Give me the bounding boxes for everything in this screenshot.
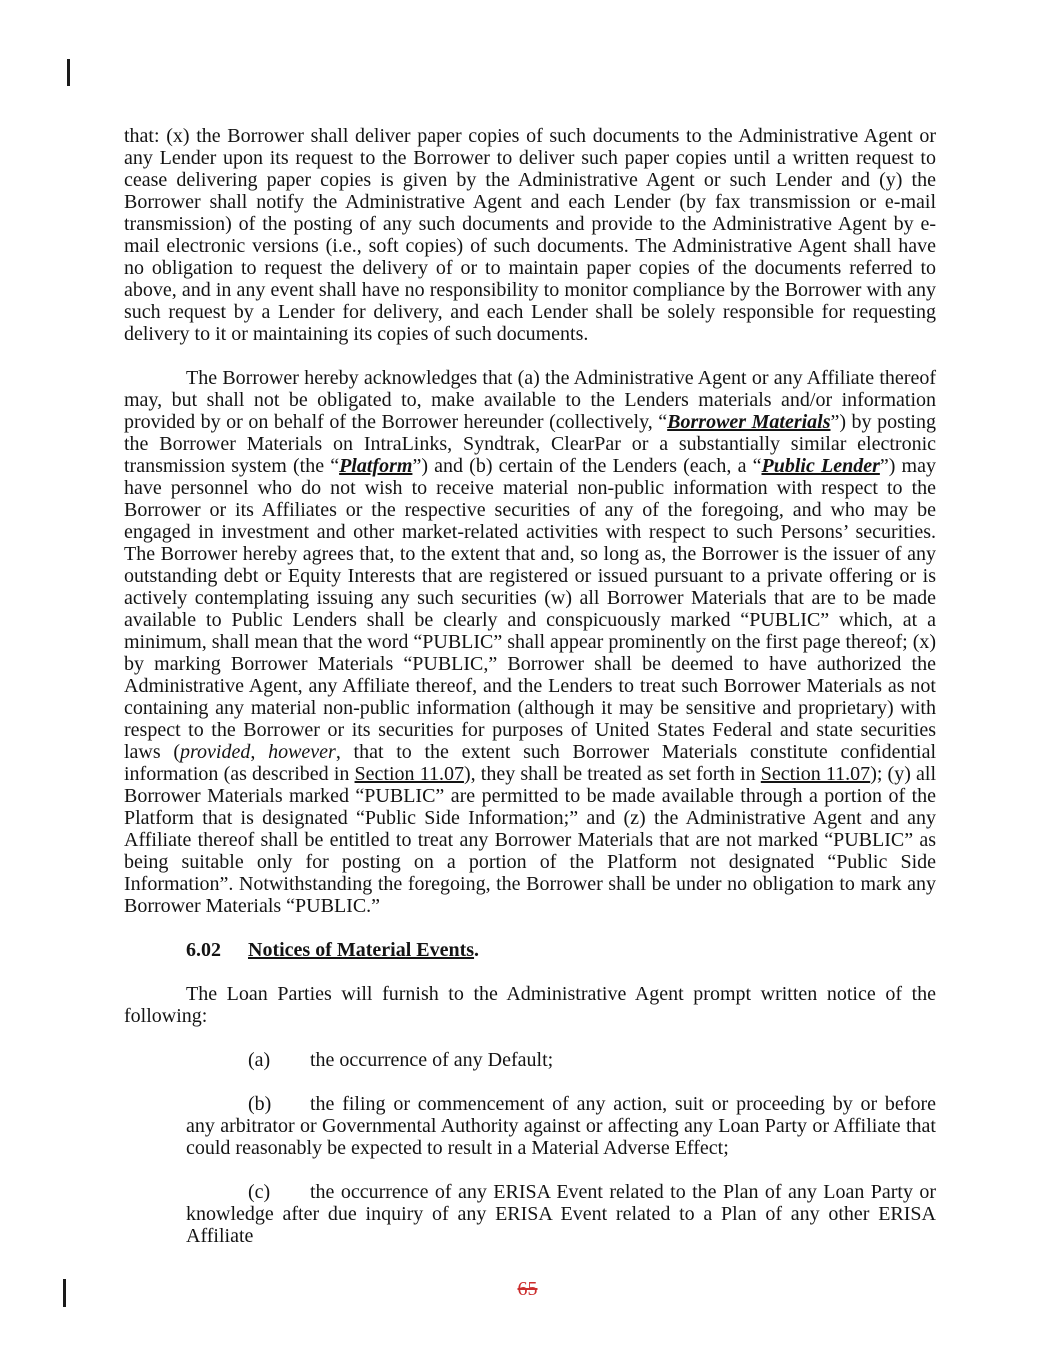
section-1107-reference: Section 11.07 [760, 763, 871, 785]
page-footer [0, 1278, 1055, 1300]
page-number: 65 [517, 1278, 538, 1300]
text-run: ), they shall be treated as set forth in [463, 763, 761, 785]
section-1107-reference: Section 11.07 [354, 763, 464, 785]
list-item-c [186, 1181, 936, 1247]
defined-term-platform: Platform [339, 455, 413, 477]
list-item-text: the occurrence of any Default; [310, 1049, 554, 1071]
list-item-label: (a) [248, 1049, 271, 1071]
revision-change-bar-top [67, 59, 70, 86]
text-run: The Borrower hereby acknowledges that (a) the Administrative Agent or any Affiliate thereof may, but shall not be obligated to, make available to the Lenders materials and/or information provided by or on behalf of the Borrower hereunder (collectively, “ [124, 367, 936, 433]
paragraph-delivery-continuation: that: (x) the Borrower shall deliver paper copies of such documents to the Administrative Agent or any Lender upon its request to the Borrower to deliver such paper copies until a written request to cease delivering paper copies is given by the Administrative Agent or such Lender and (y) the Borrower shall notify the Administrative Agent and each Lender (by fax transmission or e-mail transmission) of the posting of any such documents and provide to the Administrative Agent by e-mail electronic versions (i.e., soft copies) of such documents. The Administrative Agent shall have no obligation to request the delivery of or to maintain paper copies of the documents referred to above, and in any event shall have no responsibility to monitor compliance by the Borrower with any such request by a Lender for delivery, and each Lender shall be solely responsible for requesting delivery to it or maintaining its copies of such documents. [124, 125, 936, 345]
section-heading-6-02 [186, 939, 936, 961]
text-run: ”) by posting the Borrower Materials on IntraLinks, Syndtrak, ClearPar or a substantially similar electronic transmission system (the “ [124, 411, 936, 477]
text-run: ”) and (b) certain of the Lenders (each, a “ [412, 455, 762, 477]
italic-provided: provided [180, 741, 251, 763]
list-item-label: (c) [248, 1181, 271, 1203]
defined-term-borrower-materials: Borrower Materials [667, 411, 831, 433]
defined-term-public-lender: Public Lender [761, 455, 880, 477]
list-item-text: the filing or commencement of any action, suit or proceeding by or before any arbitrator or Governmental Authority against or affecting any Loan Party or Affiliate that could reasonably be expected to result in a Material Adverse Effect; [186, 1093, 936, 1159]
list-item-b [186, 1093, 936, 1159]
italic-however: however [268, 741, 336, 763]
list-item-a [186, 1049, 936, 1071]
text-run: , [250, 741, 269, 763]
text-run: ); (y) all Borrower Materials marked “PUBLIC” are permitted to be made available through a portion of the Platform that is designated “Public Side Information;” and (z) the Administrative Agent and any Affiliate thereof shall be entitled to treat any Borrower Materials that are not marked “PUBLIC” as being suitable only for posting on a portion of the Platform not designated “Public Side Information”. Notwithstanding the foregoing, the Borrower shall be under no obligation to mark any Borrower Materials “PUBLIC.” [124, 763, 937, 917]
list-item-text: the occurrence of any ERISA Event related to the Plan of any Loan Party or knowledge after due inquiry of any ERISA Event related to a Plan of any other ERISA Affiliate [186, 1181, 936, 1247]
section-title: Notices of Material Events [248, 939, 475, 961]
section-number: 6.02 [186, 939, 221, 961]
paragraph-borrower-materials [124, 367, 936, 917]
text-run: ”) may have personnel who do not wish to receive material non-public information with respect to the Borrower or its Affiliates or the respective securities of any of the foregoing, and who may be engaged in investment and other market-related activities with respect to such Persons’ securities. The Borrower hereby agrees that, to the extent that and, so long as, the Borrower is the issuer of any outstanding debt or Equity Interests that are registered or issued pursuant to a private offering or is actively contemplating issuing any such securities (w) all Borrower Materials that are to be made available to Public Lenders shall be clearly and conspicuously marked “PUBLIC” which, at a minimum, shall mean that the word “PUBLIC” shall appear prominently on the first page thereof; (x) by marking Borrower Materials “PUBLIC,” Borrower shall be deemed to have authorized the Administrative Agent, any Affiliate thereof, and the Lenders to treat such Borrower Materials as not containing any material non-public information (although it may be sensitive and proprietary) with respect to the Borrower or its securities for purposes of United States Federal and state securities laws ( [124, 455, 937, 763]
list-item-label: (b) [248, 1093, 272, 1115]
text-run: , that to the extent such Borrower Materials constitute confidential information (as described in [124, 741, 937, 785]
section-title-period: . [474, 939, 480, 961]
paragraph-loan-parties-notice: The Loan Parties will furnish to the Administrative Agent prompt written notice of the following: [124, 983, 936, 1027]
page-content [124, 125, 936, 1269]
